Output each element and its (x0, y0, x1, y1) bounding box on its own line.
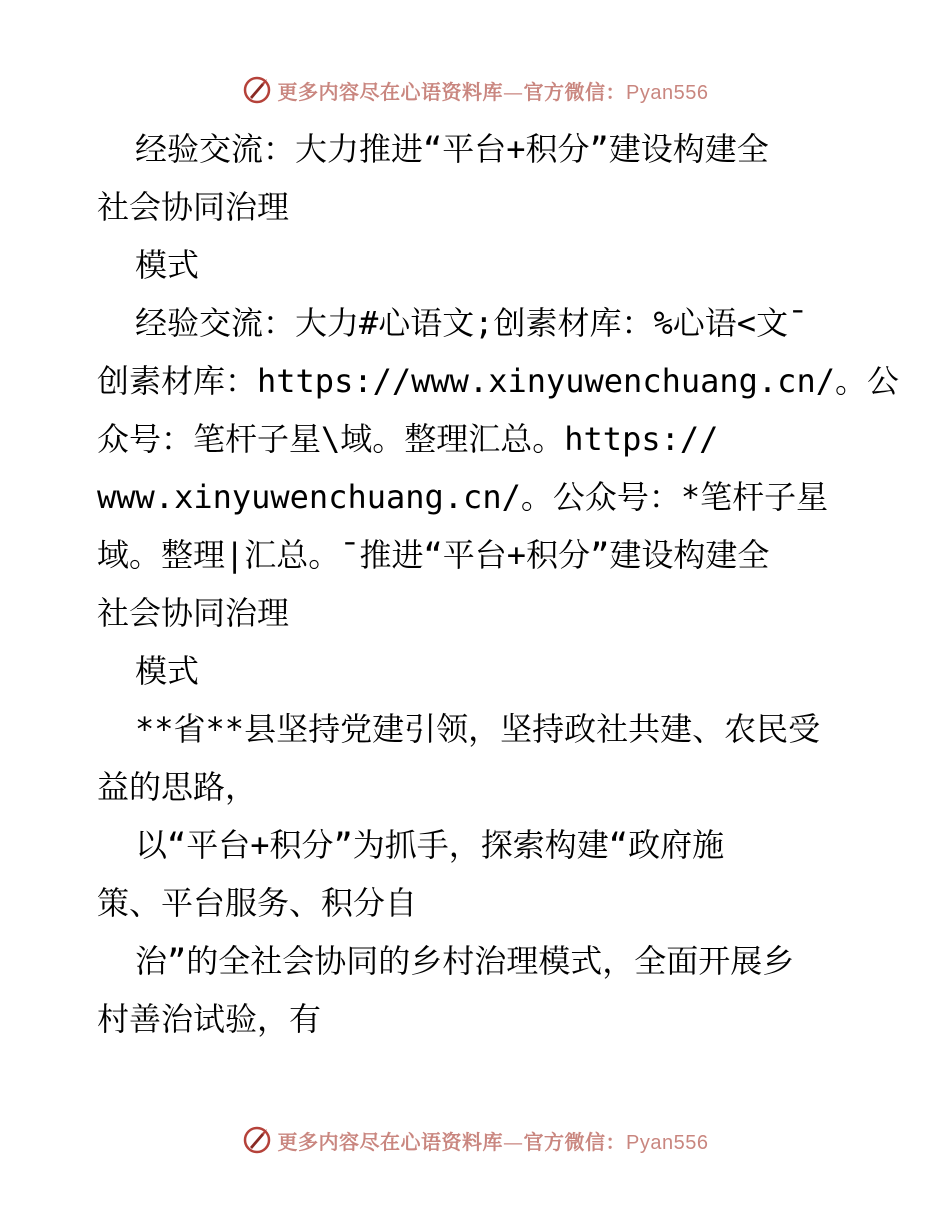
text-line: 模式 (135, 246, 200, 284)
quill-logo-icon (242, 1125, 272, 1155)
text-line: 策、平台服务、积分自 (97, 884, 418, 922)
text-line: www.xinyuwenchuang.cn/。公众号：*笔杆子星 (97, 478, 829, 516)
watermark-text: 更多内容尽在心语资料库—官方微信：Pyan556 (277, 1129, 709, 1154)
footer-watermark (0, 1120, 950, 1160)
quill-logo-icon (242, 75, 272, 105)
watermark-text: 更多内容尽在心语资料库—官方微信：Pyan556 (277, 79, 709, 104)
text-line: 经验交流：大力推进“平台+积分”建设构建全 (135, 130, 769, 168)
text-line: 众号：笔杆子星\域。整理汇总。https:// (97, 420, 719, 458)
text-line: 益的思路， (97, 768, 258, 806)
text-line: **省**县坚持党建引领，坚持政社共建、农民受 (135, 710, 821, 748)
text-line: 治”的全社会协同的乡村治理模式，全面开展乡 (135, 942, 795, 980)
text-line: 域。整理|汇总。¯推进“平台+积分”建设构建全 (97, 536, 770, 574)
text-line: 社会协同治理 (97, 188, 290, 226)
header-watermark (0, 70, 950, 110)
text-line: 模式 (135, 652, 200, 690)
text-line: 经验交流：大力#心语文;创素材库：%心语<文¯ (135, 304, 808, 342)
text-line: 创素材库：https://www.xinyuwenchuang.cn/。公 (97, 362, 899, 400)
document-body (97, 120, 899, 1048)
text-line: 村善治试验，有 (97, 1000, 322, 1038)
text-line: 以“平台+积分”为抓手，探索构建“政府施 (135, 826, 725, 864)
text-line: 社会协同治理 (97, 594, 290, 632)
